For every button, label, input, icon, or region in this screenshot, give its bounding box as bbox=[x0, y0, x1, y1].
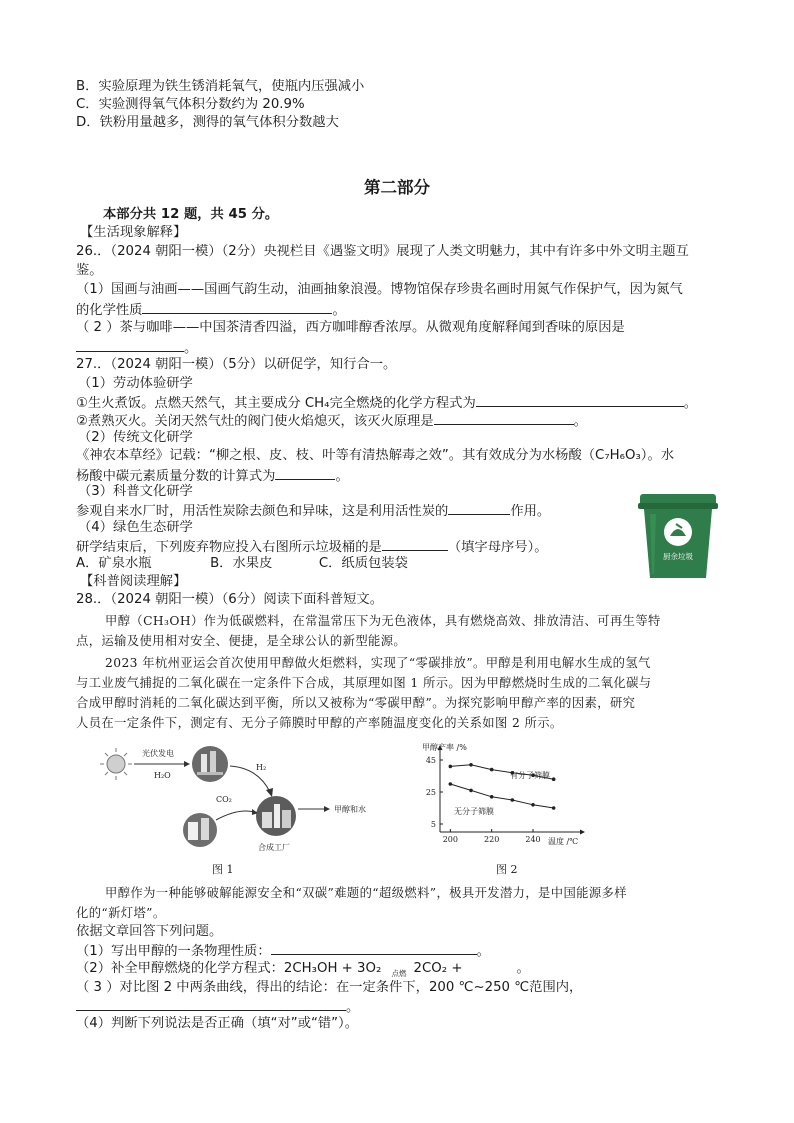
figure-1-diagram bbox=[98, 742, 388, 854]
data-point bbox=[511, 798, 515, 802]
q28-para2-line1: 2023 年杭州亚运会首次使用甲醇做火炬燃料，实现了“零碳排放”。甲醇是利用电解水生成的氢气 bbox=[105, 656, 651, 670]
q28-para3-line1: 甲醇作为一种能够破解能源安全和“双碳”难题的“超级燃料”，极具开发潜力，是中国能源多样 bbox=[105, 886, 627, 900]
q28-para3-line2: 化的“新灯塔”。 bbox=[76, 906, 166, 920]
answer-blank[interactable] bbox=[448, 501, 510, 515]
data-point bbox=[552, 777, 556, 781]
q28-ask: 依据文章回答下列问题。 bbox=[76, 924, 223, 939]
data-point bbox=[531, 803, 535, 807]
label-product: 甲醇和水 bbox=[334, 805, 366, 814]
option-c: C．实验测得氧气体积分数约为 20.9% bbox=[76, 97, 305, 112]
q27-sub1-b-text: ②煮熟灭火。关闭天然气灶的阀门使火焰熄灭，该灭火原理是 bbox=[76, 414, 434, 429]
label-h2: H₂ bbox=[256, 763, 267, 772]
q28-para1-line2: 点，运输及使用相对安全、便捷，是全球公认的新型能源。 bbox=[76, 634, 407, 648]
q27-sub3-a bbox=[76, 501, 550, 521]
industrial-plant-image bbox=[183, 813, 217, 847]
x-tick-label: 220 bbox=[484, 835, 500, 844]
q26-part1: （1）国画与油画——国画气韵生动，油画抽象浪漫。博物馆保存珍贵名画时用氮气作保护气，因为氮气 bbox=[76, 282, 683, 297]
q27-sub1-b: ②煮熟灭火。关闭天然气灶的阀门使火焰熄灭，该灭火原理是 。 bbox=[76, 411, 587, 431]
q26-part2: （ 2 ）茶与咖啡——中国茶清香四溢，西方咖啡醇香浓厚。从微观角度解释闻到香味的原因是 bbox=[76, 320, 625, 335]
q28-head: 28.．（2024 朝阳一模）（6分）阅读下面科普短文。 bbox=[76, 592, 384, 607]
q27-sub2-b: 杨酸中碳元素质量分数的计算式为 。 bbox=[76, 466, 349, 486]
q27-head: 27.．（2024 朝阳一模）（5分）以研促学，知行合一。 bbox=[76, 357, 397, 372]
q28-a3: （ 3 ）对比图 2 中两条曲线，得出的结论：在一定条件下，200 ℃~250 ℃范围内， bbox=[76, 980, 583, 995]
section-header-reading: 【科普阅读理解】 bbox=[80, 574, 187, 589]
q28-para2-line2: 与工业废气捕捉的二氧化碳在一定条件下合成，其原理如图 1 所示。因为甲醇燃烧时生成的二氧化碳与 bbox=[76, 676, 652, 690]
answer-blank[interactable] bbox=[476, 393, 684, 407]
x-axis-arrow bbox=[580, 830, 585, 835]
figure-2-caption: 图 2 bbox=[496, 863, 518, 876]
series-label-with-membrane: 有分子筛膜 bbox=[510, 771, 550, 780]
q26-part2-cont: 。 bbox=[76, 338, 197, 358]
bin-label: 厨余垃圾 bbox=[663, 552, 693, 561]
answer-blank[interactable] bbox=[434, 411, 574, 425]
chart-ylabel: 甲醇产率 /% bbox=[422, 743, 467, 752]
answer-blank[interactable] bbox=[275, 466, 335, 480]
option-a: A．矿泉水瓶 bbox=[76, 556, 152, 571]
y-tick-label: 5 bbox=[430, 820, 436, 829]
option-d: D．铁粉用量越多，测得的氧气体积分数越大 bbox=[76, 115, 339, 130]
q27-sub1-a-text: ①生火煮饭。点燃天然气，其主要成分 CH₄完全燃烧的化学方程式为 bbox=[76, 396, 476, 411]
q27-sub2-a: 《神农本草经》记载：“柳之根、皮、枝、叶等有清热解毒之效”。其有效成分为水杨酸（C₇H₆O₃）。水 bbox=[76, 448, 675, 463]
y-tick-label: 25 bbox=[425, 788, 436, 797]
series-label-without-membrane: 无分子筛膜 bbox=[454, 807, 494, 816]
q28-a3-cont: 。 bbox=[76, 997, 359, 1017]
condition-label: 点燃 bbox=[391, 969, 407, 978]
label-factory: 合成工厂 bbox=[258, 843, 290, 852]
part-title: 第二部分 bbox=[364, 178, 430, 197]
series-line-2 bbox=[450, 784, 553, 808]
factory-image bbox=[256, 796, 296, 836]
q27-sub3: （3）科普文化研学 bbox=[78, 484, 193, 499]
q27-sub4-a bbox=[76, 537, 548, 557]
q26-head-cont: 鉴。 bbox=[76, 263, 103, 278]
q28-para2-line4: 人员在一定条件下，测定有、无分子筛膜时甲醇的产率随温度变化的关系如图 2 所示。 bbox=[76, 716, 563, 730]
q27-sub1-a: ①生火煮饭。点燃天然气，其主要成分 CH₄完全燃烧的化学方程式为 。 bbox=[76, 393, 697, 413]
section-header-life: 【生活现象解释】 bbox=[80, 225, 187, 240]
answer-blank[interactable] bbox=[382, 537, 448, 551]
q28-a1-text: （1）写出甲醇的一条物理性质： bbox=[76, 944, 271, 959]
q28-a2: （2）补全甲醇燃烧的化学方程式：2CH₃OH + 3O₂ 点燃 2CO₂ + 。 bbox=[76, 960, 530, 978]
q27-sub4-b-text: （填字母序号）。 bbox=[447, 540, 548, 555]
q28-para1-line1: 甲醇（CH₃OH）作为低碳燃料，在常温常压下为无色液体，具有燃烧高效、排放清洁、可再生等特 bbox=[105, 614, 661, 628]
q27-sub3-a-text: 参观自来水厂时，用活性炭除去颜色和异味，这是利用活性炭的 bbox=[76, 504, 449, 519]
q28-a1: （1）写出甲醇的一条物理性质： 。 bbox=[76, 941, 490, 961]
data-point bbox=[490, 795, 494, 799]
q28-a2-product: 2CO₂ + bbox=[413, 961, 463, 976]
q26-part1-cont: 的化学性质 。 bbox=[76, 300, 346, 320]
data-point bbox=[449, 782, 453, 786]
data-point bbox=[469, 763, 473, 767]
answer-blank[interactable] bbox=[76, 997, 346, 1011]
data-point bbox=[449, 765, 453, 769]
label-co2: CO₂ bbox=[216, 795, 232, 804]
electrolysis-image bbox=[192, 746, 228, 782]
option-c: C．纸质包装袋 bbox=[318, 556, 408, 571]
q27-sub2-b-text: 杨酸中碳元素质量分数的计算式为 bbox=[76, 469, 276, 484]
q27-options bbox=[76, 555, 408, 573]
q28-para2-line3: 合成甲醇时消耗的二氧化碳达到平衡，所以又被称为“零碳甲醇”。为探究影响甲醇产率的因素，研究 bbox=[76, 696, 636, 710]
chart-xlabel: 温度 /℃ bbox=[548, 837, 579, 846]
figure-1-caption: 图 1 bbox=[212, 863, 234, 876]
q27-sub4: （4）绿色生态研学 bbox=[78, 520, 193, 535]
sun-icon bbox=[100, 748, 132, 780]
data-point bbox=[552, 806, 556, 810]
data-point bbox=[469, 789, 473, 793]
y-tick-label: 45 bbox=[425, 756, 436, 765]
answer-blank[interactable] bbox=[142, 300, 332, 314]
x-tick-label: 240 bbox=[525, 835, 541, 844]
option-b: B．水果皮 bbox=[210, 556, 273, 571]
q27-sub3-b-text: 作用。 bbox=[510, 504, 551, 519]
food-waste-bin-image bbox=[636, 492, 720, 582]
answer-blank[interactable] bbox=[271, 941, 477, 955]
label-h2o: H₂O bbox=[154, 771, 171, 780]
q28-a2-text: （2）补全甲醇燃烧的化学方程式：2CH₃OH + 3O₂ bbox=[76, 961, 382, 976]
part-intro: 本部分共 12 题，共 45 分。 bbox=[103, 207, 279, 222]
q27-sub1: （1）劳动体验研学 bbox=[78, 376, 193, 391]
option-b: B．实验原理为铁生锈消耗氧气，使瓶内压强减小 bbox=[76, 79, 365, 94]
label-solar: 光伏发电 bbox=[142, 749, 174, 758]
q26-part1-text: 的化学性质 bbox=[76, 303, 143, 318]
q26-head: 26.．（2024 朝阳一模）（2分）央视栏目《遇鉴文明》展现了人类文明魅力，其中有许多中外文明主题互 bbox=[76, 244, 689, 259]
x-tick-label: 200 bbox=[442, 835, 458, 844]
q27-sub2: （2）传统文化研学 bbox=[78, 430, 193, 445]
q28-a4: （4）判断下列说法是否正确（填“对”或“错”）。 bbox=[76, 1016, 359, 1031]
q27-sub4-a-text: 研学结束后，下列废弃物应投入右图所示垃圾桶的是 bbox=[76, 540, 382, 555]
data-point bbox=[490, 768, 494, 772]
answer-blank[interactable] bbox=[76, 338, 184, 352]
figure-2-chart bbox=[414, 738, 594, 856]
